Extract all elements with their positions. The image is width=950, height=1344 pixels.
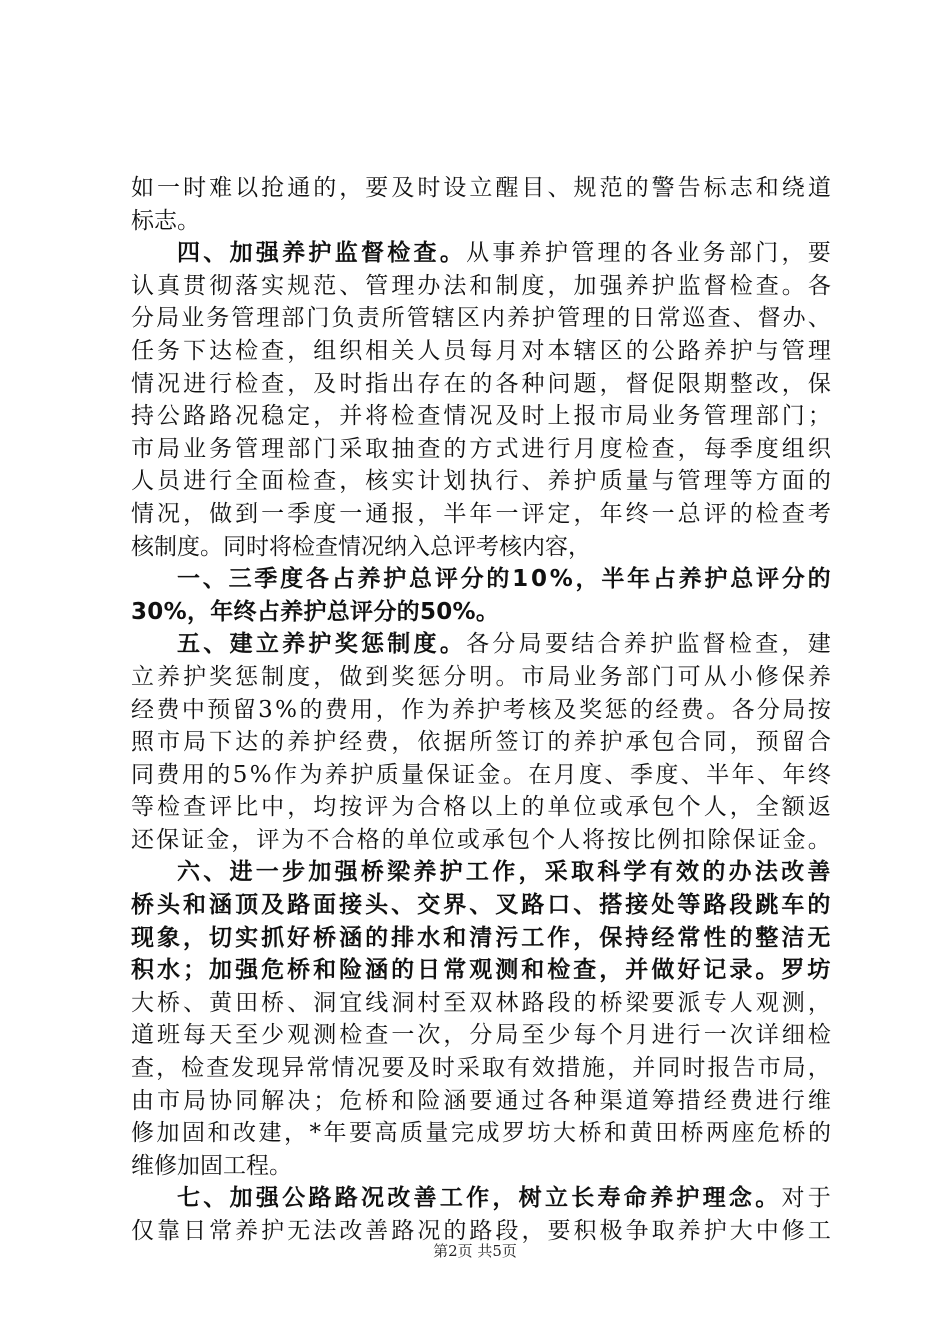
text-line: 情 况 ， 做 到 一 季 度 一 通 报 ， 半 年 一 评 定 ， 年 终 一 总 评 的 检 查 考 (131, 500, 831, 527)
bold-text-line: 一 、 三 季 度 各 占 养 护 总 评 分 的 1 0 % ， 半 年 占 养 护 总 评 分 的 (177, 566, 831, 593)
text-line: 如 一 时 难 以 抢 通 的 ， 要 及 时 设 立 醒 目 、 规 范 的 警 告 标 志 和 绕 道 (131, 175, 831, 201)
text-line: 仅 靠 日 常 养 护 无 法 改 善 路 况 的 路 段 ， 要 积 极 争 取 养 护 大 中 修 工 (131, 1218, 831, 1244)
text-line: 标志。 (131, 207, 200, 234)
page-number-footer: 第2页 共5页 (433, 1242, 517, 1260)
text-line: 情 况 进 行 检 查 ， 及 时 指 出 存 在 的 各 种 问 题 ， 督 促 限 期 整 改 ， 保 (131, 370, 831, 397)
text-line: 人 员 进 行 全 面 检 查 ， 核 实 计 划 执 行 、 养 护 质 量 与 管 理 等 方 面 的 (131, 468, 831, 495)
text-line: 修 加 固 和 改 建 ， * 年 要 高 质 量 完 成 罗 坊 大 桥 和 黄 田 桥 两 座 危 桥 的 (131, 1120, 831, 1147)
text-line: 核制度。同时将检查情况纳入总评考核内容， (131, 533, 591, 560)
section-four-heading-line: 四 、 加 强 养 护 监 督 检 查 。 从 事 养 护 管 理 的 各 业 务 部 门 ， 要 (177, 240, 831, 267)
text-line: 大 桥 、 黄 田 桥 、 洞 宜 线 洞 村 至 双 林 路 段 的 桥 梁 要 派 专 人 观 测 ， (131, 989, 831, 1016)
bold-text-line: 桥 头 和 涵 顶 及 路 面 接 头 、 交 界 、 叉 路 口 、 搭 接 处 等 路 段 跳 车 的 (131, 892, 831, 919)
text-line: 道 班 每 天 至 少 观 测 检 查 一 次 ， 分 局 至 少 每 个 月 进 行 一 次 详 细 检 (131, 1022, 831, 1049)
text-line: 还 保 证 金 ， 评 为 不 合 格 的 单 位 或 承 包 个 人 将 按 比 例 扣 除 保 证 金 。 (131, 826, 831, 853)
text-line: 等 检 查 评 比 中 ， 均 按 评 为 合 格 以 上 的 单 位 或 承 包 个 人 ， 全 额 返 (131, 794, 831, 821)
text-line: 经 费 中 预 留 3 % 的 费 用 ， 作 为 养 护 考 核 及 奖 惩 的 经 费 。 各 分 局 按 (131, 696, 831, 723)
text-line: 认 真 贯 彻 落 实 规 范 、 管 理 办 法 和 制 度 ， 加 强 养 护 监 督 检 查 。 各 (131, 272, 831, 299)
bold-text-line: 六 、 进 一 步 加 强 桥 梁 养 护 工 作 ， 采 取 科 学 有 效 的 办 法 改 善 (177, 859, 831, 886)
text-line: 持 公 路 路 况 稳 定 ， 并 将 检 查 情 况 及 时 上 报 市 局 业 务 管 理 部 门 ； (131, 403, 831, 430)
section-five-heading-line: 五 、 建 立 养 护 奖 惩 制 度 。 各 分 局 要 结 合 养 护 监 督 检 查 ， 建 (177, 631, 831, 658)
text-line: 由 市 局 协 同 解 决 ； 危 桥 和 险 涵 要 通 过 各 种 渠 道 筹 措 经 费 进 行 维 (131, 1087, 831, 1114)
body-text (131, 172, 831, 1248)
section-seven-heading-line: 七 、 加 强 公 路 路 况 改 善 工 作 ， 树 立 长 寿 命 养 护 理 念 。 对 于 (177, 1185, 831, 1212)
text-line: 维修加固工程。 (131, 1152, 292, 1179)
bold-text-line: 现 象 ， 切 实 抓 好 桥 涵 的 排 水 和 清 污 工 作 ， 保 持 经 常 性 的 整 洁 无 (131, 924, 831, 951)
bold-text-line: 积 水 ； 加 强 危 桥 和 险 涵 的 日 常 观 测 和 检 查 ， 并 做 好 记 录 。 罗 坊 (131, 957, 831, 984)
text-line: 市 局 业 务 管 理 部 门 采 取 抽 查 的 方 式 进 行 月 度 检 查 ， 每 季 度 组 织 (131, 435, 831, 462)
text-line: 任 务 下 达 检 查 ， 组 织 相 关 人 员 每 月 对 本 辖 区 的 公 路 养 护 与 管 理 (131, 337, 831, 364)
text-line: 分 局 业 务 管 理 部 门 负 责 所 管 辖 区 内 养 护 管 理 的 日 常 巡 查 、 督 办 、 (131, 305, 831, 332)
text-line: 查 ， 检 查 发 现 异 常 情 况 要 及 时 采 取 有 效 措 施 ， 并 同 时 报 告 市 局 ， (131, 1055, 831, 1082)
text-line: 立 养 护 奖 惩 制 度 ， 做 到 奖 惩 分 明 。 市 局 业 务 部 门 可 从 小 修 保 养 (131, 663, 831, 690)
text-line: 照 市 局 下 达 的 养 护 经 费 ， 依 据 所 签 订 的 养 护 承 包 合 同 ， 预 留 合 (131, 729, 831, 756)
bold-text-line: 30%，年终占养护总评分的50%。 (131, 598, 500, 625)
text-line: 同 费 用 的 5 % 作 为 养 护 质 量 保 证 金 。 在 月 度 、 季 度 、 半 年 、 年 终 (131, 761, 831, 788)
